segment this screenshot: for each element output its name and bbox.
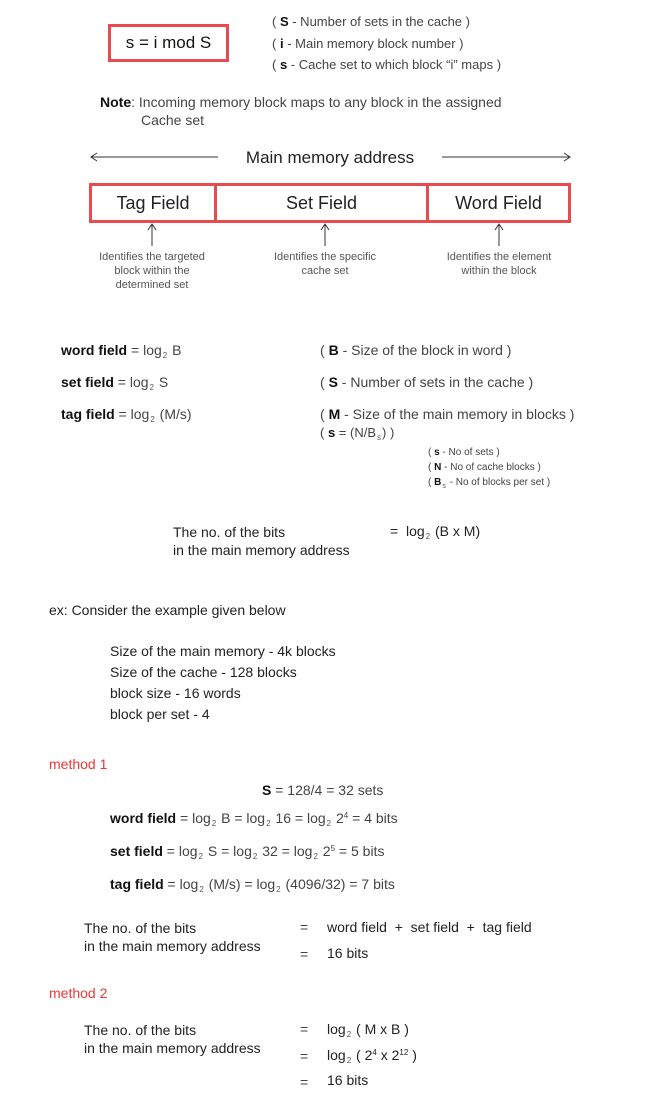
- word-field-box: Word Field: [426, 183, 571, 223]
- note-N: ( N - No of cache blocks ): [428, 462, 541, 473]
- method1-word: word field = $\log_2 B = \log_2 16 = \log_2 2^4 = 4$ bits: [110, 810, 398, 828]
- legend-item-i: ( i - Main memory block number ): [272, 36, 464, 51]
- set-field-caption: Identifies the specific cache set: [273, 251, 377, 277]
- word-field-caption: Identifies the element within the block: [446, 251, 552, 277]
- s-definition: ( $s = (N/B_s)$ ): [320, 425, 395, 442]
- method1-s-line: S = 128/4 = 32 sets: [262, 782, 384, 798]
- note-s: ( s - No of sets ): [428, 447, 500, 458]
- method1-eq1: =: [300, 919, 309, 935]
- note: Note: Incoming memory block maps to any block in the assigned: [100, 94, 502, 110]
- method1-title: method 1: [49, 756, 108, 772]
- method1-eq2: =: [300, 946, 309, 962]
- address-title: Main memory address: [245, 148, 415, 167]
- word-field-def: word field = $\log_2 B$: [61, 342, 182, 360]
- method2-result: 16 bits: [327, 1072, 369, 1088]
- example-item: block size - 16 words: [110, 685, 241, 701]
- bits-label: The no. of the bits in the main memory address: [173, 524, 350, 558]
- method2-title: method 2: [49, 985, 108, 1001]
- example-list: [110, 641, 336, 725]
- tag-field-caption: Identifies the targeted block within the determined set: [99, 251, 205, 291]
- example-item: Size of the cache - 128 blocks: [110, 664, 297, 680]
- note-line2: Cache set: [141, 112, 205, 128]
- method2-eq3: =: [300, 1074, 309, 1090]
- note-Bs: ( $B_s$ - No of blocks per set ): [428, 477, 551, 490]
- method2-eq1: =: [300, 1021, 309, 1037]
- set-field-desc: ( S - Number of sets in the cache ): [320, 374, 534, 390]
- method2-label: The no. of the bits in the main memory address: [84, 1022, 261, 1056]
- formula-box: [108, 24, 229, 62]
- legend-item-s: ( s - Cache set to which block “i” maps ): [272, 57, 502, 72]
- method2-eq2: =: [300, 1048, 309, 1064]
- example-item: Size of the main memory - 4k blocks: [110, 643, 336, 659]
- method1-sum: word field + set field + tag field: [327, 919, 532, 935]
- legend-item-S: ( S - Number of sets in the cache ): [272, 14, 470, 29]
- example-item: block per set - 4: [110, 706, 210, 722]
- method1-result: 16 bits: [327, 945, 369, 961]
- method1-tag: tag field = $\log_2 (M/s) = \log_2 (4096/32) = 7$ bits: [110, 876, 395, 894]
- set-field-box: Set Field: [214, 183, 429, 223]
- tag-field-desc: ( M - Size of the main memory in blocks ): [320, 406, 575, 422]
- set-field-def: set field = $\log_2 S$: [61, 374, 169, 392]
- method1-total-label: The no. of the bits in the main memory address: [84, 920, 261, 954]
- tag-field-box: Tag Field: [89, 183, 217, 223]
- bits-formula: = $\log_2 (B$ x M): [390, 523, 481, 541]
- formula-text: s = i mod S: [125, 33, 212, 52]
- example-intro: ex: Consider the example given below: [49, 602, 286, 618]
- method2-row2: $\log_2$ ( $2^4$ x $2^{12}$ ): [327, 1047, 417, 1065]
- method1-set: set field = $\log_2 S = \log_2 32 = \log_2 2^5 = 5$ bits: [110, 843, 385, 861]
- field-arrows: [0, 222, 649, 248]
- s-notes: [428, 445, 550, 494]
- method2-row1: $\log_2$ ( M x B ): [327, 1021, 409, 1039]
- tag-field-def: tag field = $\log_2 (M/s)$: [61, 406, 192, 424]
- word-field-desc: ( B - Size of the block in word ): [320, 342, 512, 358]
